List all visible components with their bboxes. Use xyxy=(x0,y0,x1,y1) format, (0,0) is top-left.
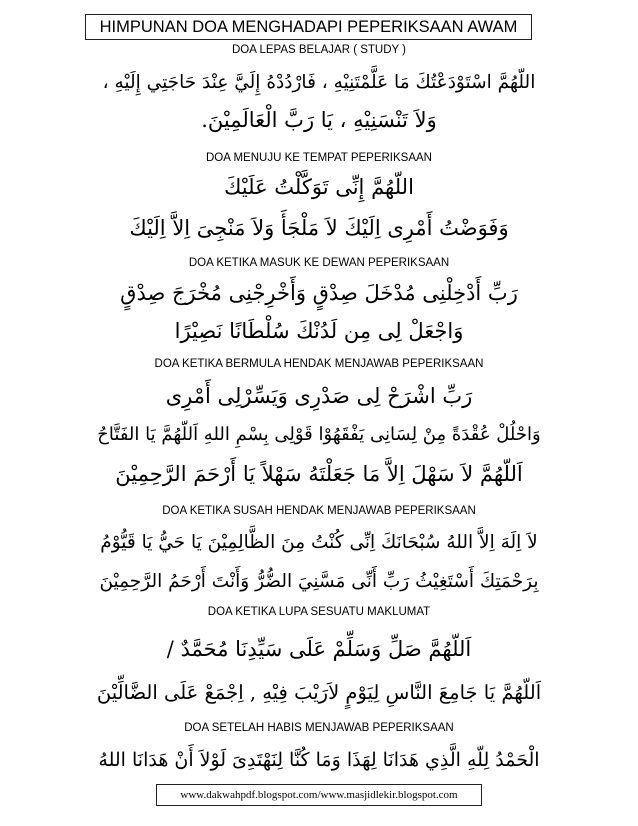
prayer-line: الْحَمْدُ لِلّهِ الَّذِي هَدَانَا لِهَذَا وَمَا كُنَّا لِنَهْتَدِىَ لَوْلاَ أَنْ هَدَانَا اللهُ xyxy=(98,749,540,771)
section-heading-lepas-belajar: DOA LEPAS BELAJAR ( STUDY ) xyxy=(231,44,407,56)
prayer-line: وَلاَ تَنْسَنِيْهِ ، يَا رَبَّ الْعَالَمِيْنَ. xyxy=(201,108,437,132)
section-heading-lupa-maklumat: DOA KETIKA LUPA SESUATU MAKLUMAT xyxy=(207,606,431,618)
section-heading-masuk-dewan: DOA KETIKA MASUK KE DEWAN PEPERIKSAAN xyxy=(188,257,450,269)
section-heading-susah-menjawab: DOA KETIKA SUSAH HENDAK MENJAWAB PEPERIKSAAN xyxy=(162,505,476,517)
prayer-line: لاَ اِلَهَ اِلاَّ اللهُ سُبْحَانَكَ اِنِّى كُنْتُ مِنَ الظَّالِمِيْنَ يَا حَيُّ يَا قَيُّوْمُ xyxy=(100,532,538,553)
prayer-line: اَللّهُمَّ لاَ سَهْلَ اِلاَّ مَا جَعَلْتَهُ سَهْلاً يَا أَرْحَمَ الرَّحِمِيْنَ xyxy=(115,462,523,486)
document-title: HIMPUNAN DOA MENGHADAPI PEPERIKSAAN AWAM xyxy=(85,14,532,40)
prayer-line: بِرَحْمَتِكَ أَسْتَغِيْثُ رَبِّ أَنِّى مَسَّنِيَ الضُّرُّ وَأَنْتَ أَرْحَمُ الرَّحِمِيْنَ xyxy=(99,571,539,592)
section-heading-bermula-menjawab: DOA KETIKA BERMULA HENDAK MENJAWAB PEPERIKSAAN xyxy=(154,358,484,370)
prayer-line: اَللّهُمَّ يَا جَامِعَ النَّاسِ لِيَوْمٍ لاَرَيْبَ فِيْهِ , اِجْمَعْ عَلَى الضَّالِّيْنَ xyxy=(96,681,542,704)
prayer-line: وَفَوَضْتُ أَمْرِى اِلَيْكَ لاَ مَلْجَأَ وَلاَ مَنْجِىَ اِلاَّ اِلَيْكَ xyxy=(129,216,509,240)
prayer-line: وَاحْلُلْ عُقْدَةً مِنْ لِسَانِى يَفْقَهُوْا قَوْلِى بِسْمِ اللهِ اَللّهُمَّ يَا الفَتَّاحُ xyxy=(97,424,541,445)
footer-url: www.dakwahpdf.blogspot.com/www.masjidlekir.blogspot.com xyxy=(156,784,482,806)
section-heading-menuju-tempat: DOA MENUJU KE TEMPAT PEPERIKSAAN xyxy=(205,152,432,164)
prayer-line: اللّهُمَّ اسْتَوْدَعْتُكَ مَا عَلَّمْتَنِيْهِ ، فَارْدُدْهُ إِلَيَّ عِنْدَ حَاجَتِي إِلَيْهِ ، xyxy=(102,72,536,93)
prayer-line: رَبِّ أَدْخِلْنِى مُدْخَلَ صِدْقٍ وَأَخْرِجْنِى مُخْرَجَ صِدْقٍ xyxy=(120,281,518,305)
prayer-line: اَللّهُمَّ صَلِّ وَسَلِّمْ عَلَى سَيِّدِنَا مُحَمَّدٌ / xyxy=(166,637,472,661)
prayer-line: اللّهُمَّ إِنِّى تَوَكَّلْتُ عَلَيْكَ xyxy=(224,175,414,199)
prayer-line: رَبِّ اشْرَحْ لِى صَدْرِى وَيَسِّرْلِى أَمْرِى xyxy=(165,384,473,408)
section-heading-setelah-habis: DOA SETELAH HABIS MENJAWAB PEPERIKSAAN xyxy=(184,722,454,734)
prayer-line: وَاجْعَلْ لِى مِن لَدُنْكَ سُلْطَانًا نَصِيْرًا xyxy=(174,319,464,343)
